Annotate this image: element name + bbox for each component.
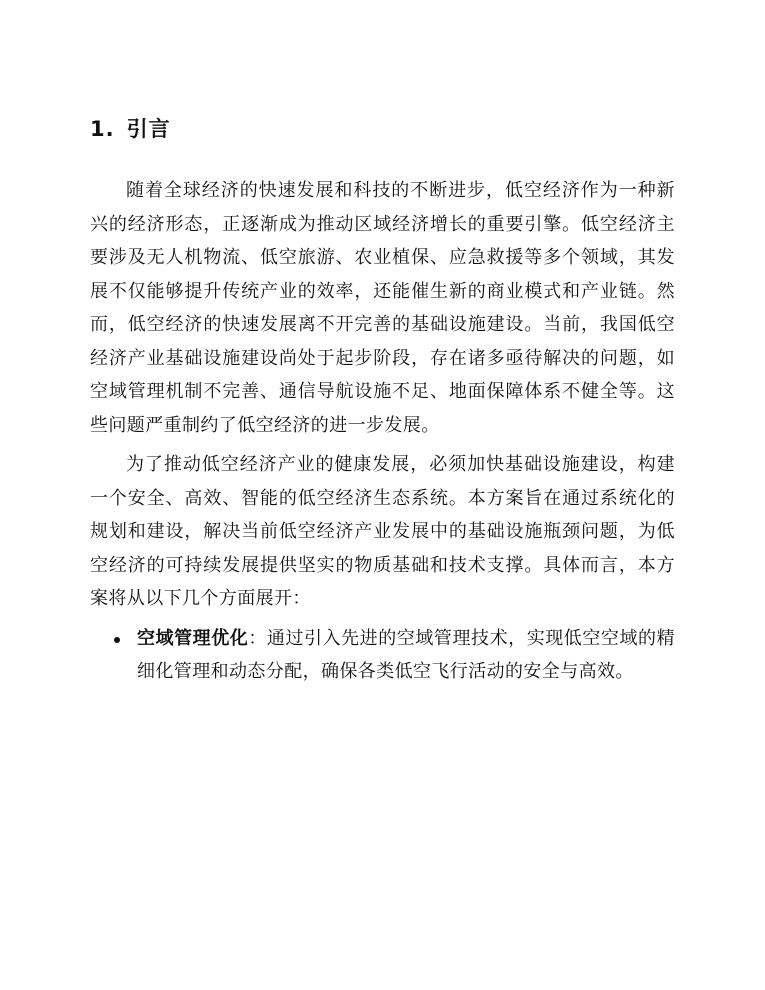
list-item (90, 622, 675, 689)
paragraph-1: 随着全球经济的快速发展和科技的不断进步，低空经济作为一种新兴的经济形态，正逐渐成为推动区域经济增长的重要引擎。低空经济主要涉及无人机物流、低空旅游、农业植保、应急救援等多个领域，其发展不仅能够提升传统产业的效率，还能催生新的商业模式和产业链。然而，低空经济的快速发展离不开完善的基础设施建设。当前，我国低空经济产业基础设施建设尚处于起步阶段，存在诸多亟待解决的问题，如空域管理机制不完善、通信导航设施不足、地面保障体系不健全等。这些问题严重制约了低空经济的进一步发展。 (90, 180, 675, 436)
bullet-dot-icon (114, 637, 120, 643)
section-title: 引言 (126, 117, 171, 141)
section-heading (90, 114, 171, 144)
section-body (90, 174, 675, 689)
bullet-term: 空域管理优化 (137, 627, 249, 649)
bullet-list (90, 622, 675, 689)
paragraph-2: 为了推动低空经济产业的健康发展，必须加快基础设施建设，构建一个安全、高效、智能的低空经济生态系统。本方案旨在通过系统化的规划和建设，解决当前低空经济产业发展中的基础设施瓶颈问题，为低空经济的可持续发展提供坚实的物质基础和技术支撑。具体而言，本方案将从以下几个方面展开： (90, 454, 675, 609)
bullet-text: 通过引入先进的空域管理技术，实现低空空域的精细化管理和动态分配，确保各类低空飞行活动的安全与高效。 (137, 627, 675, 682)
bullet-separator: ： (248, 627, 267, 649)
section-number: 1. (90, 117, 115, 141)
